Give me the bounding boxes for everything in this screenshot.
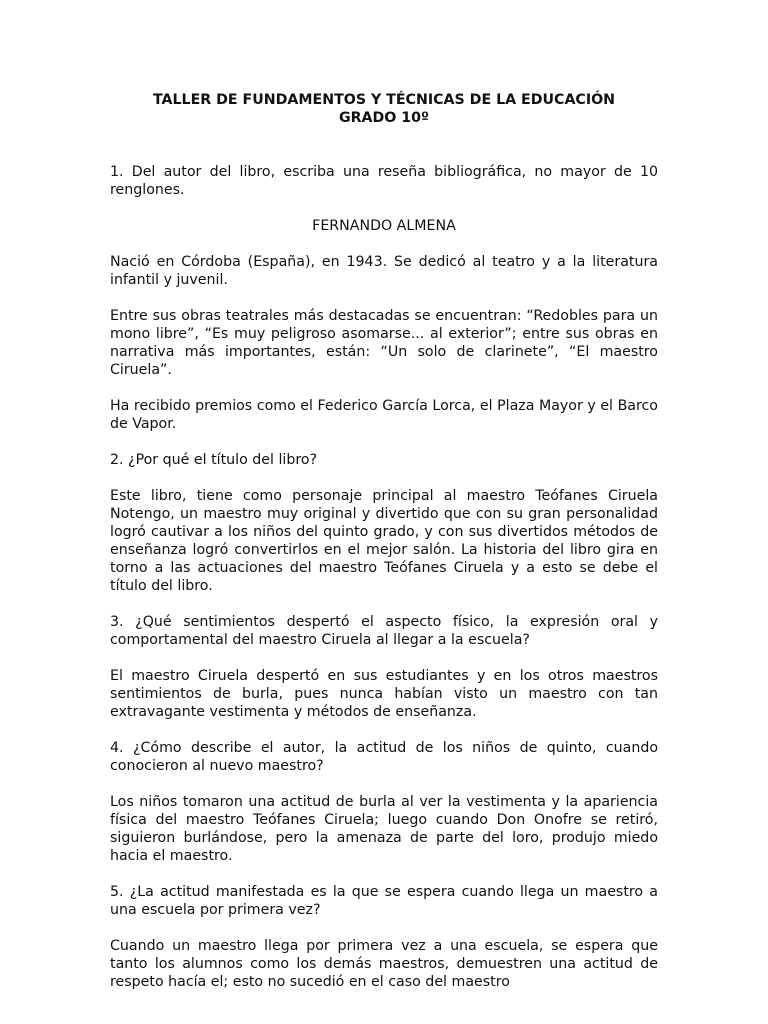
answer-5: Cuando un maestro llega por primera vez a una escuela, se espera que tanto los alumnos como los demás maestros, demuestren una actitud de respeto hacía el; esto no sucedió en el caso del maestro [110,938,658,990]
answer-2: Este libro, tiene como personaje principal al maestro Teófanes Ciruela Notengo, un maestro muy original y divertido que con su gran personalidad logró cautivar a los niños del quinto grado, y con sus divertidos métodos de enseñanza logró convertirlos en el mejor salón. La historia del libro gira en torno a las actuaciones del maestro Teófanes Ciruela y a esto se debe el título del libro. [110,488,658,594]
answer-1-paragraph-3: Ha recibido premios como el Federico García Lorca, el Plaza Mayor y el Barco de Vapor. [110,398,658,432]
document-title-line-2: GRADO 10º [338,110,430,126]
question-2: 2. ¿Por qué el título del libro? [110,452,318,468]
question-5: 5. ¿La actitud manifestada es la que se espera cuando llega un maestro a una escuela por primera vez? [110,884,658,918]
author-name-heading: FERNANDO ALMENA [312,218,456,234]
answer-4: Los niños tomaron una actitud de burla al ver la vestimenta y la apariencia física del maestro Teófanes Ciruela; luego cuando Don Onofre se retiró, siguieron burlándose, pero la amenaza de parte del loro, produjo miedo hacia el maestro. [110,794,658,864]
answer-1-paragraph-2: Entre sus obras teatrales más destacadas se encuentran: “Redobles para un mono libre”, “Es muy peligroso asomarse... al exterior”; entre sus obras en narrativa más importantes, están: “Un solo de clarinete”, “El maestro Ciruela”. [110,308,658,378]
document-page [110,91,658,1009]
question-4: 4. ¿Cómo describe el autor, la actitud de los niños de quinto, cuando conocieron al nuevo maestro? [110,740,658,774]
question-3: 3. ¿Qué sentimientos despertó el aspecto físico, la expresión oral y comportamental del maestro Ciruela al llegar a la escuela? [110,614,658,648]
answer-3: El maestro Ciruela despertó en sus estudiantes y en los otros maestros sentimientos de burla, pues nunca habían visto un maestro con tan extravagante vestimenta y métodos de enseñanza. [110,668,658,720]
title-spacer [110,127,658,163]
question-1: 1. Del autor del libro, escriba una reseña bibliográfica, no mayor de 10 renglones. [110,164,658,198]
answer-1-paragraph-1: Nació en Córdoba (España), en 1943. Se dedicó al teatro y a la literatura infantil y juvenil. [110,254,658,288]
document-title-line-1: TALLER DE FUNDAMENTOS Y TÉCNICAS DE LA EDUCACIÓN [152,92,616,108]
